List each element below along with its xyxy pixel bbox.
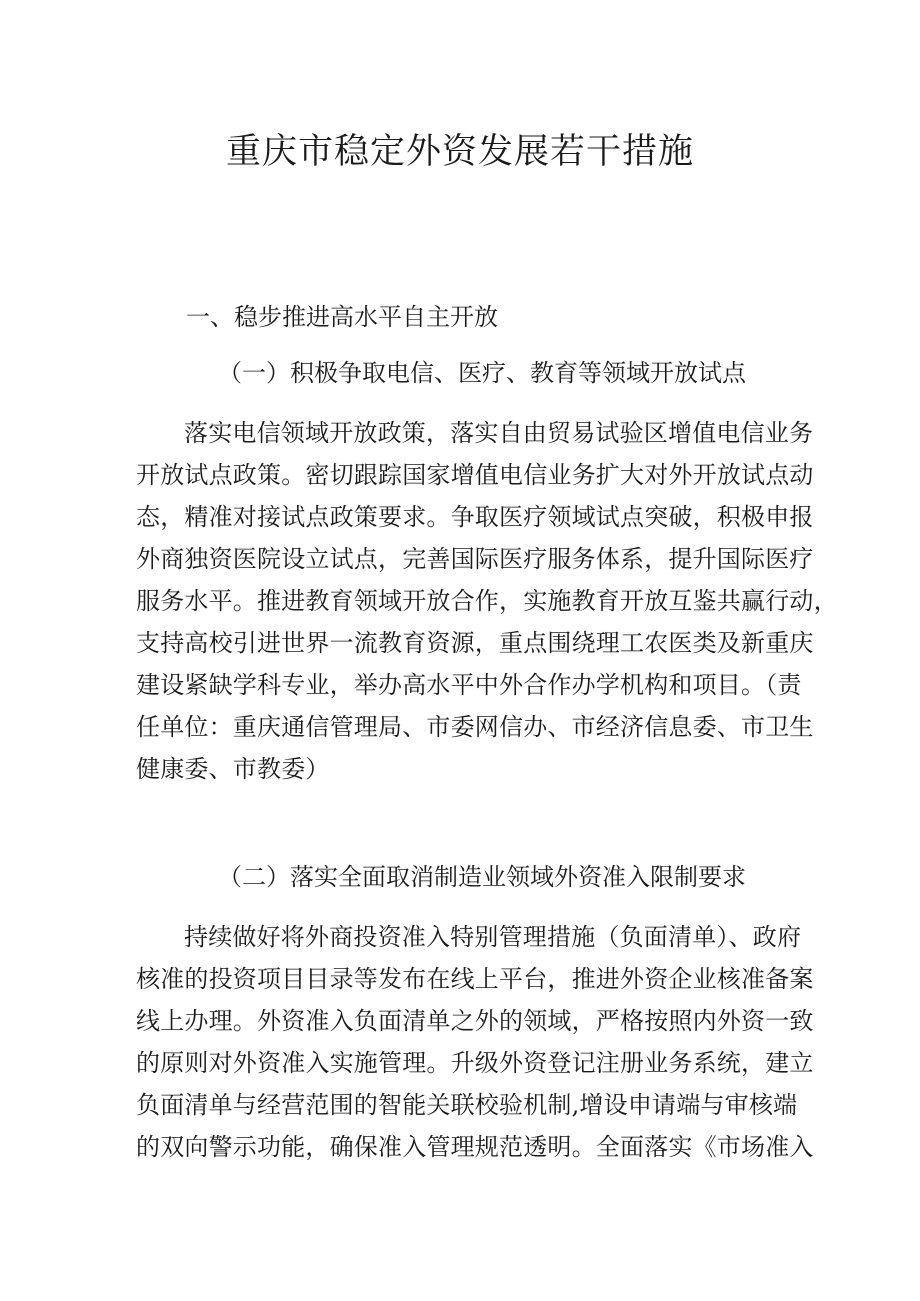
paragraph-line: 开放试点政策。密切跟踪国家增值电信业务扩大对外开放试点动 <box>136 461 814 489</box>
paragraph-line: 落实电信领域开放政策，落实自由贸易试验区增值电信业务 <box>184 419 814 447</box>
paragraph-line: 健康委、市教委） <box>136 755 330 783</box>
paragraph-line: 建设紧缺学科专业，举办高水平中外合作办学机构和项目。（责 <box>136 671 802 699</box>
paragraph-line: 支持高校引进世界一流教育资源，重点围绕理工农医类及新重庆 <box>136 629 814 657</box>
paragraph-line: 的原则对外资准入实施管理。升级外资登记注册业务系统，建立 <box>136 1049 814 1077</box>
paragraph-line: 态，精准对接试点政策要求。争取医疗领域试点突破，积极申报 <box>136 503 814 531</box>
paragraph-line: 核准的投资项目目录等发布在线上平台，推进外资企业核准备案 <box>136 965 814 993</box>
subsection-heading-1: （一）积极争取电信、医疗、教育等领域开放试点 <box>218 359 746 387</box>
subsection-heading-2: （二）落实全面取消制造业领域外资准入限制要求 <box>218 863 746 891</box>
paragraph-line: 外商独资医院设立试点，完善国际医疗服务体系，提升国际医疗 <box>136 545 814 573</box>
paragraph-line: 负面清单与经营范围的智能关联校验机制,增设申请端与审核端 <box>136 1091 798 1119</box>
paragraph-line: 持续做好将外商投资准入特别管理措施（负面清单）、政府 <box>184 923 802 951</box>
paragraph-2 <box>136 916 814 1168</box>
paragraph-line: 线上办理。外资准入负面清单之外的领域，严格按照内外资一致 <box>136 1007 814 1035</box>
section-heading-1: 一、稳步推进高水平自主开放 <box>186 303 498 331</box>
paragraph-1 <box>136 412 838 790</box>
document-title: 重庆市稳定外资发展若干措施 <box>225 132 694 172</box>
paragraph-line: 服务水平。推进教育领域开放合作，实施教育开放互鉴共赢行动， <box>136 587 838 615</box>
paragraph-line: 任单位：重庆通信管理局、市委网信办、市经济信息委、市卫生 <box>136 713 814 741</box>
paragraph-line: 的双向警示功能，确保准入管理规范透明。全面落实《市场准入 <box>136 1133 814 1161</box>
